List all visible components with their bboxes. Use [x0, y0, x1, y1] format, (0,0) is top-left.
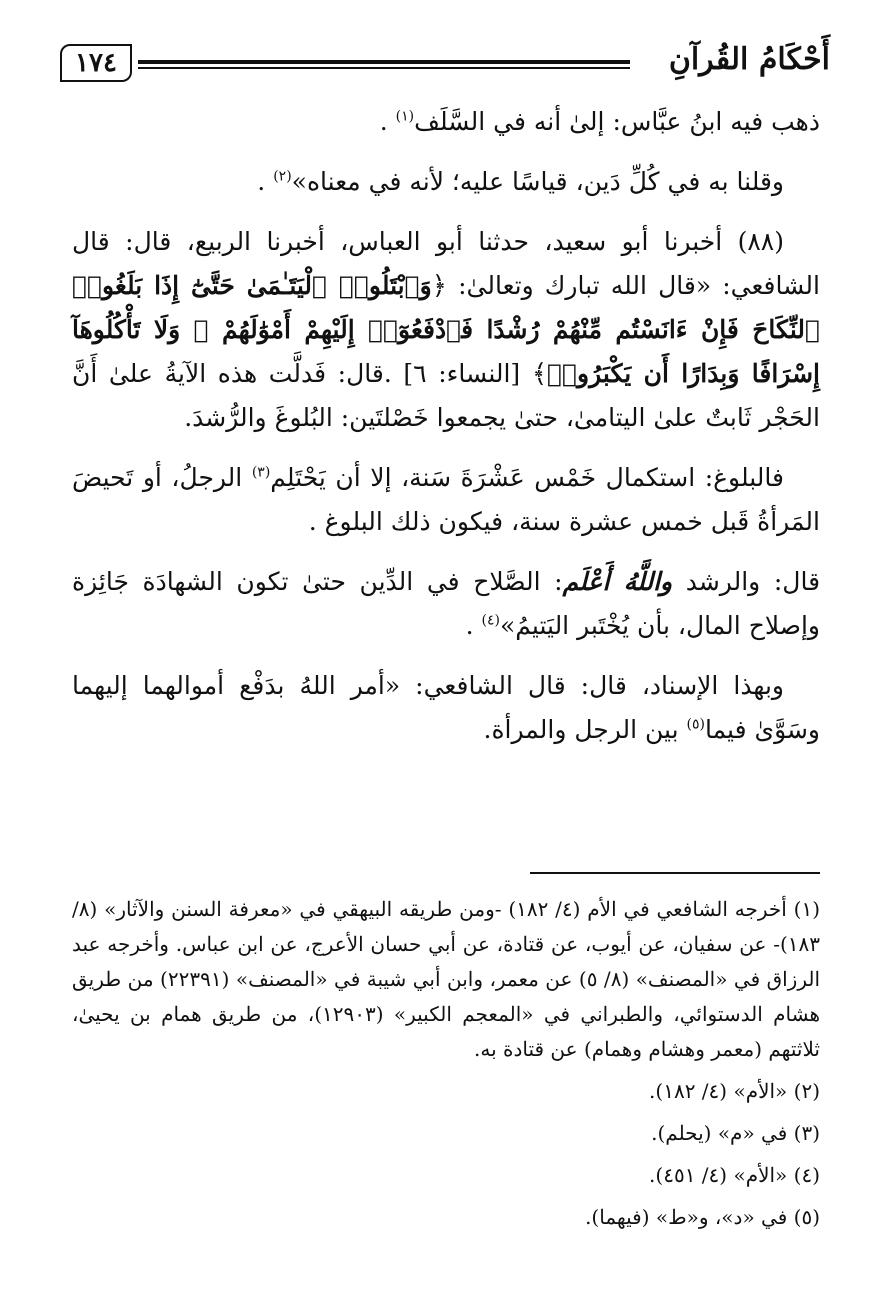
- footnote-5: (٥) في «د»، و«ط» (فيهما).: [585, 1205, 820, 1229]
- page-number: ١٧٤: [60, 44, 132, 82]
- spacer: [72, 144, 820, 160]
- quran-open-bracket: ﴿: [431, 271, 447, 301]
- spacer: [72, 544, 820, 560]
- p5-text-b: : الصَّلاح في الدِّين حتىٰ تكون الشهادَة جَائِزة وإصلاح المال، بأن يُخْتَبر اليَتيمُ»: [72, 567, 820, 640]
- quran-close-bracket: ﴾: [531, 359, 548, 389]
- spacer: [72, 648, 820, 664]
- p6-text-a: وبهذا الإسناد، قال: قال الشافعي: «أمر اللهُ بدَفْع أموالهما إليهما وسَوَّىٰ فيما: [72, 671, 820, 744]
- p5-emphasis: واللَّهُ أَعْلَم: [562, 567, 673, 596]
- header-rule-thin: [138, 67, 630, 69]
- p1-end: .: [379, 107, 388, 136]
- p3-intro: (٨٨) أخبرنا أبو سعيد، حدثنا أبو العباس، أخبرنا الربيع، قال: قال الشافعي: «قال الله تبارك وتعالىٰ:: [72, 227, 820, 300]
- paragraph-5: [72, 560, 820, 648]
- footnote-1: (١) أخرجه الشافعي في الأم (٤/ ١٨٢) -ومن طريقه البيهقي في «معرفة السنن والآثار» (٨/ ١٨٣)- عن سفيان، عن أيوب، عن قتادة، عن أبي حسان الأعرج، عن ابن عباس. وأخرجه عبد الرزاق في «المصنف» (٨/ ٥) عن معمر، وابن أبي شيبة في «المصنف» (٢٢٣٩١) من طريق هشام الدستوائي، والطبراني في «المعجم الكبير» (١٢٩٠٣)، من طريق همام بن يحيىٰ، ثلاثتهم (معمر وهشام وهمام) عن قتادة به.: [72, 897, 821, 1061]
- paragraph-2: [72, 160, 820, 204]
- p1-text: ذهب فيه ابنُ عبَّاس: إلىٰ أنه في السَّلَف: [414, 107, 820, 136]
- footnote-ref-1: (١): [395, 108, 415, 125]
- p4-text-b: الرجلُ، أو تَحيضَ المَرأةُ قَبل خمس عشرة سنة، فيكون ذلك البلوغ .: [72, 463, 820, 536]
- page-header: [60, 40, 830, 98]
- verse-reference: [النساء: ٦]: [403, 359, 521, 388]
- main-text: [72, 100, 820, 752]
- footnote-ref-4: (٤): [481, 612, 500, 629]
- footnote-ref-2: (٢): [273, 168, 292, 185]
- paragraph-3: [72, 220, 820, 440]
- quran-verse: وَٱبْتَلُوا۟ ٱلْيَتَـٰمَىٰ حَتَّىٰٓ إِذَا بَلَغُوا۟ ٱلنِّكَاحَ فَإِنْ ءَانَسْتُم مِّنْهُمْ رُشْدًا فَٱدْفَعُوٓا۟ إِلَيْهِمْ أَمْوَٰلَهُمْ ۖ وَلَا تَأْكُلُوهَآ إِسْرَافًا وَبِدَارًا أَن يَكْبَرُوا۟: [72, 271, 820, 388]
- footnote-separator: [530, 872, 820, 874]
- paragraph-1: [72, 100, 820, 144]
- footnote-4: (٤) «الأم» (٤/ ٤٥١).: [649, 1163, 820, 1187]
- footnote-ref-3: (٣): [251, 464, 271, 481]
- header-rule: [138, 60, 630, 64]
- p2-end: .: [257, 167, 266, 196]
- p3-commentary: .قال: فَدلَّت هذه الآيةُ علىٰ أَنَّ الحَجْر ثَابتٌ علىٰ اليتامىٰ، حتىٰ يجمعوا خَصْلتَين: البُلوغَ والرُّشدَ.: [72, 359, 820, 432]
- spacer: [72, 440, 820, 456]
- paragraph-6: [72, 664, 820, 752]
- running-title: أَحْكَامُ القُرآنِ: [668, 42, 830, 77]
- p2-text: وقلنا به في كُلِّ دَين، قياسًا عليه؛ لأنه في معناه»: [291, 167, 784, 196]
- paragraph-4: [72, 456, 820, 544]
- footnote-2: (٢) «الأم» (٤/ ١٨٢).: [649, 1079, 820, 1103]
- p6-text-b: بين الرجل والمرأة.: [483, 715, 679, 744]
- p5-text-a: قال: والرشد: [685, 567, 821, 596]
- footnote-ref-5: (٥): [686, 716, 705, 733]
- spacer: [72, 204, 820, 220]
- p5-end: .: [465, 611, 474, 640]
- footnote-3: (٣) في «م» (يحلم).: [651, 1121, 820, 1145]
- footnotes: [72, 892, 820, 1242]
- p4-text-a: فالبلوغ: استكمال خَمْس عَشْرَةَ سَنة، إلا أن يَحْتَلِم: [270, 463, 784, 492]
